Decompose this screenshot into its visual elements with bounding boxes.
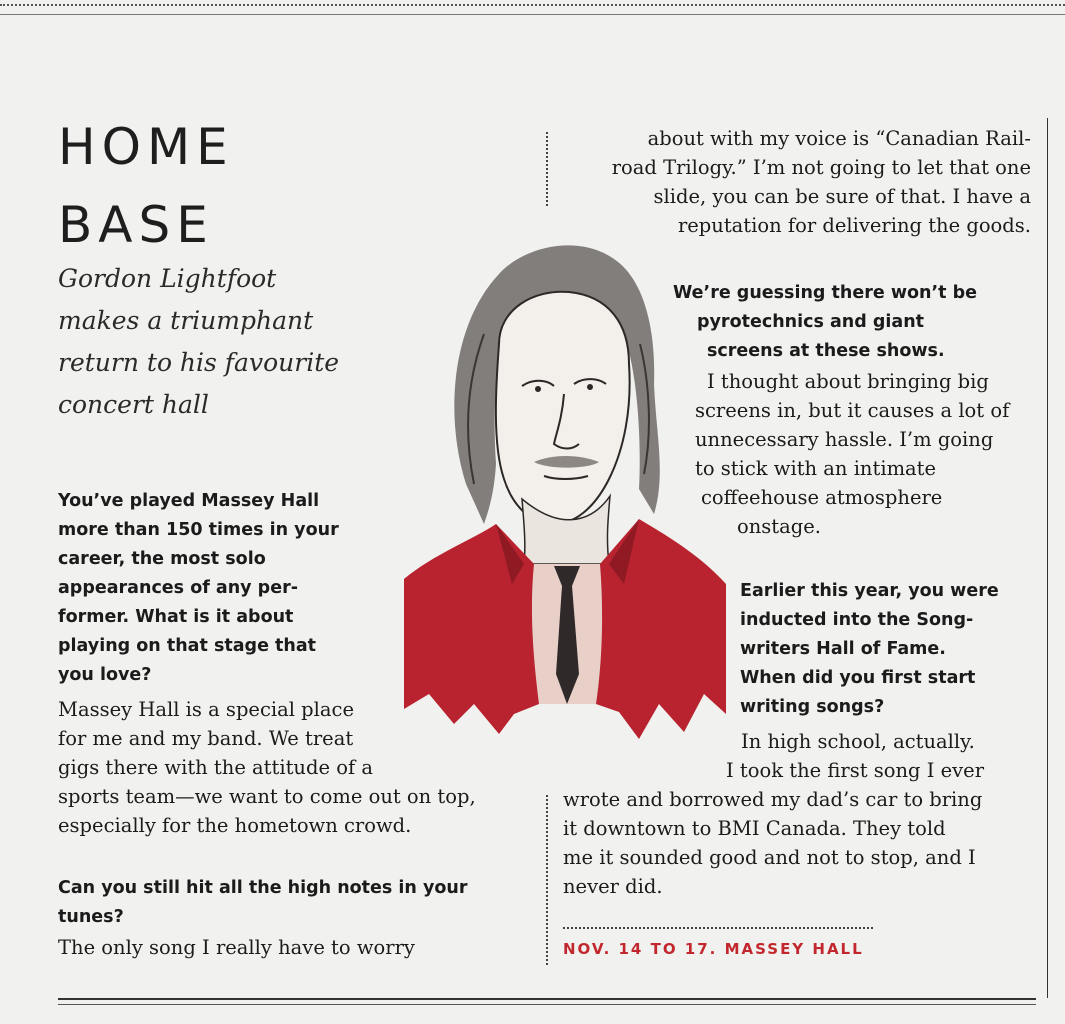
deck-line: makes a triumphant [58, 306, 314, 335]
answer-3 [695, 367, 1009, 541]
answer-4 [563, 727, 984, 901]
question-line: inducted into the Song- [740, 610, 974, 630]
answer-line: I thought about bringing big [707, 370, 989, 393]
answer-line: The only song I really have to worry [58, 936, 415, 959]
question-4 [740, 577, 999, 722]
answer-line: it downtown to BMI Canada. They told [563, 817, 946, 840]
question-line: We’re guessing there won’t be [673, 283, 977, 303]
answer-line: never did. [563, 875, 663, 898]
answer-line: I took the first song I ever [726, 759, 985, 782]
question-2 [58, 874, 467, 932]
question-line: writing songs? [740, 697, 885, 717]
answer-line: coffeehouse atmosphere [701, 486, 943, 509]
question-line: you love? [58, 665, 152, 685]
headline [58, 108, 234, 264]
answer-line: slide, you can be sure of that. I have a [653, 185, 1031, 208]
top-rule [0, 14, 1065, 15]
answer-line: unnecessary hassle. I’m going [695, 428, 994, 451]
question-line: writers Hall of Fame. [740, 639, 946, 659]
answer-line: to stick with an intimate [695, 457, 937, 480]
event-dotted-rule [563, 927, 873, 929]
headline-line: BASE [58, 196, 214, 254]
answer-line: me it sounded good and not to stop, and I [563, 846, 976, 869]
answer-line: reputation for delivering the goods. [677, 214, 1031, 237]
question-1 [58, 487, 339, 690]
question-line: pyrotechnics and giant [697, 312, 925, 332]
question-line: You’ve played Massey Hall [58, 491, 320, 511]
question-line: career, the most solo [58, 549, 266, 569]
deck-line: Gordon Lightfoot [58, 264, 277, 293]
answer-line: In high school, actually. [741, 730, 975, 753]
deck-line: return to his favourite [58, 348, 340, 377]
question-line: tunes? [58, 907, 124, 927]
answer-line: sports team—we want to come out on top, [58, 785, 476, 808]
top-dotted-rule [0, 4, 1065, 6]
column-dotted-rule-top [546, 132, 548, 206]
answer-2 [58, 933, 415, 962]
bottom-rule-secondary [58, 1004, 1036, 1005]
answer-2-continued [563, 124, 1031, 240]
headline-line: HOME [58, 118, 234, 176]
event-info: NOV. 14 TO 17. MASSEY HALL [563, 940, 864, 958]
bottom-rule [58, 998, 1036, 1000]
question-line: appearances of any per- [58, 578, 298, 598]
question-line: screens at these shows. [707, 341, 945, 361]
answer-line: road Trilogy.” I’m not going to let that one [611, 156, 1031, 179]
column-dotted-rule-bottom [546, 795, 548, 965]
answer-line: onstage. [737, 515, 821, 538]
answer-line: gigs there with the attitude of a [58, 756, 373, 779]
deck-line: concert hall [58, 390, 209, 419]
answer-line: especially for the hometown crowd. [58, 814, 412, 837]
question-line: When did you first start [740, 668, 976, 688]
answer-line: for me and my band. We treat [58, 727, 354, 750]
question-line: former. What is it about [58, 607, 294, 627]
answer-line: Massey Hall is a special place [58, 698, 354, 721]
deck-subhead [58, 258, 418, 426]
question-line: more than 150 times in your [58, 520, 339, 540]
question-3 [673, 279, 977, 366]
answer-line: screens in, but it causes a lot of [695, 399, 1010, 422]
answer-line: about with my voice is “Canadian Rail- [647, 127, 1031, 150]
question-line: Can you still hit all the high notes in your [58, 878, 468, 898]
question-line: playing on that stage that [58, 636, 317, 656]
question-line: Earlier this year, you were [740, 581, 999, 601]
answer-line: wrote and borrowed my dad’s car to bring [563, 788, 983, 811]
right-column-rule [1047, 118, 1048, 998]
